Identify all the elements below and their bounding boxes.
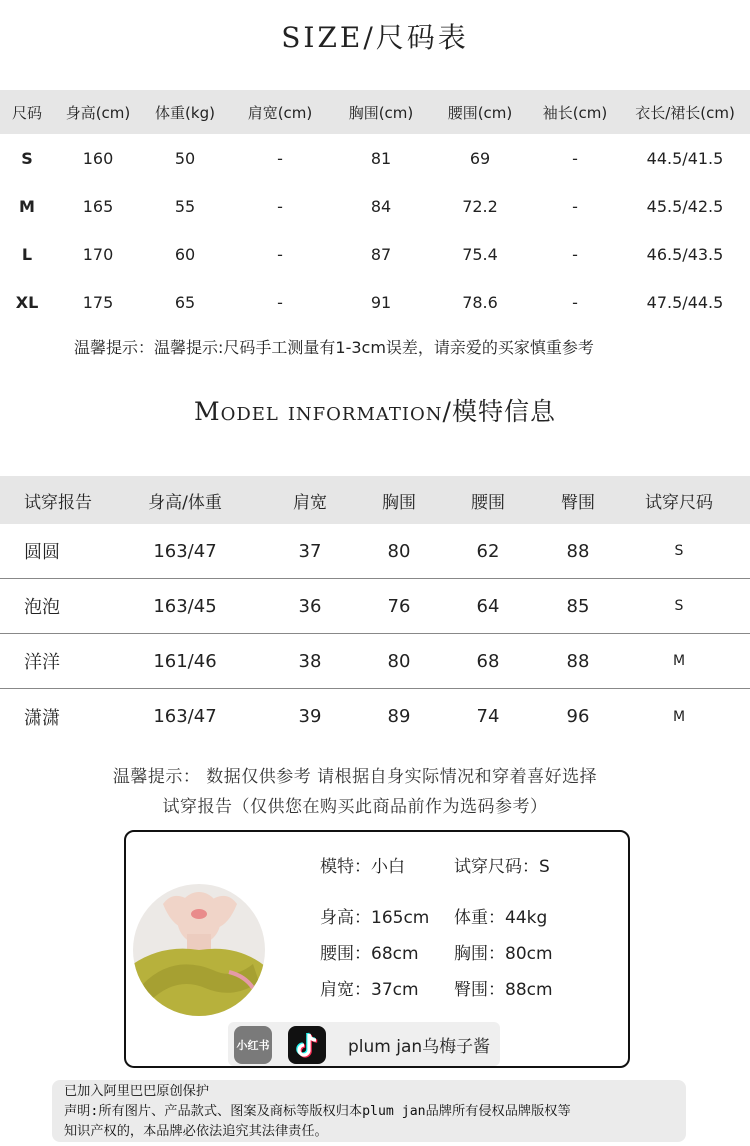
table-cell: 潇潇 — [24, 707, 60, 729]
table-cell: 163/47 — [153, 706, 217, 727]
table-cell: 81 — [370, 148, 392, 168]
table-cell: S — [674, 598, 684, 614]
table-cell: M — [672, 708, 686, 725]
header-cell: 试穿尺码 — [645, 492, 713, 513]
table-cell: S — [674, 543, 684, 559]
model-name: 模特：小白 — [320, 857, 405, 877]
table-cell: 170 — [82, 244, 114, 264]
model-table-header — [0, 476, 750, 524]
table-row — [0, 579, 750, 634]
table-cell: 89 — [387, 706, 411, 727]
header-cell: 肩宽(cm) — [247, 103, 313, 122]
model-waist: 腰围：68cm — [320, 944, 419, 964]
model-height: 身高：165cm — [320, 908, 430, 928]
header-cell: 身高/体重 — [148, 492, 222, 513]
table-cell: 60 — [174, 244, 196, 264]
table-cell: - — [572, 196, 578, 216]
table-cell: 69 — [469, 148, 491, 168]
footer-line-1: 已加入阿里巴巴原创保护 — [64, 1084, 210, 1099]
table-cell: 68 — [476, 650, 500, 672]
table-cell: 165 — [82, 196, 114, 216]
table-cell: 161/46 — [153, 650, 217, 672]
table-cell: 84 — [370, 196, 392, 216]
header-cell: 袖长(cm) — [542, 103, 608, 122]
table-cell: 圆圆 — [24, 542, 60, 563]
table-cell: - — [277, 244, 283, 264]
model-title-en: Model information/ — [194, 397, 452, 426]
table-cell: - — [572, 148, 578, 168]
size-table — [0, 90, 750, 326]
tiktok-icon — [288, 1026, 326, 1064]
table-row — [0, 689, 750, 744]
table-cell: 87 — [370, 244, 392, 264]
table-cell: 44.5/41.5 — [646, 148, 724, 168]
table-cell: 91 — [370, 292, 392, 312]
table-cell: - — [277, 196, 283, 216]
table-cell: 泡泡 — [24, 597, 60, 618]
brand-name: plum jan乌梅子酱 — [348, 1037, 491, 1057]
header-cell: 体重(kg) — [155, 103, 215, 122]
header-cell: 胸围(cm) — [348, 103, 414, 122]
table-cell: - — [277, 148, 283, 168]
model-try-size: 试穿尺码：S — [454, 857, 550, 877]
model-info-title — [0, 392, 750, 428]
header-cell: 试穿报告 — [24, 492, 92, 513]
table-cell: 65 — [174, 292, 196, 312]
table-cell: 37 — [298, 540, 322, 562]
table-cell: 88 — [566, 650, 590, 672]
header-cell: 腰围(cm) — [447, 103, 513, 122]
table-cell: 72.2 — [462, 196, 498, 216]
table-cell: 64 — [476, 595, 500, 617]
size-table-header — [0, 90, 750, 134]
table-cell: 80 — [387, 540, 411, 562]
table-cell: - — [572, 244, 578, 264]
table-cell: 74 — [476, 706, 500, 727]
model-avatar — [133, 884, 265, 1016]
size-note: 温馨提示：温馨提示:尺码手工测量有1-3cm误差，请亲爱的买家慎重参考 — [74, 338, 594, 357]
table-row — [0, 524, 750, 579]
header-cell: 胸围 — [382, 492, 416, 513]
header-cell: 尺码 — [11, 103, 42, 122]
table-cell: - — [277, 292, 283, 312]
table-cell: 55 — [174, 196, 196, 216]
table-cell: 80 — [387, 650, 411, 672]
table-cell: 175 — [82, 292, 114, 312]
table-row — [0, 230, 750, 278]
table-cell: 76 — [387, 595, 411, 617]
table-cell: 160 — [82, 148, 114, 168]
table-cell: 163/45 — [153, 595, 217, 617]
table-row — [0, 134, 750, 182]
header-cell: 腰围 — [471, 492, 505, 513]
table-cell: 46.5/43.5 — [646, 244, 724, 264]
header-cell: 身高(cm) — [65, 103, 131, 122]
social-bar — [228, 1022, 500, 1066]
table-cell: 洋洋 — [24, 652, 60, 673]
table-cell: 96 — [566, 706, 590, 727]
table-cell: 39 — [298, 706, 322, 727]
xiaohongshu-icon: 小红书 — [234, 1026, 272, 1064]
model-table — [0, 476, 750, 744]
table-cell: M — [19, 196, 35, 216]
table-cell: 50 — [174, 148, 196, 168]
header-cell: 肩宽 — [293, 492, 327, 513]
table-cell: 45.5/42.5 — [646, 196, 724, 216]
size-chart-title: SIZE/尺码表 — [281, 21, 469, 54]
table-row — [0, 182, 750, 230]
table-cell: 163/47 — [153, 540, 217, 562]
table-cell: M — [672, 653, 686, 669]
model-shoulder: 肩宽：37cm — [320, 980, 419, 1000]
table-cell: XL — [15, 292, 39, 312]
table-row — [0, 278, 750, 326]
footer-line-2: 声明:所有图片、产品款式、图案及商标等版权归本plum jan品牌所有侵权品牌版权等 — [64, 1104, 571, 1119]
model-hip: 臀围：88cm — [454, 980, 553, 1000]
table-cell: 47.5/44.5 — [646, 292, 724, 312]
model-card — [124, 830, 630, 1068]
model-note-2: 试穿报告（仅供您在购买此商品前作为选码参考） — [162, 797, 548, 817]
model-photo-illustration — [133, 884, 265, 1016]
header-cell: 臀围 — [561, 492, 595, 513]
header-cell: 衣长/裙长(cm) — [635, 103, 735, 122]
table-cell: 88 — [566, 540, 590, 562]
table-cell: - — [572, 292, 578, 312]
table-cell: 38 — [298, 650, 322, 672]
model-note-1: 温馨提示： 数据仅供参考 请根据自身实际情况和穿着喜好选择 — [112, 767, 598, 787]
table-cell: 85 — [566, 595, 590, 617]
table-cell: 78.6 — [462, 292, 498, 312]
table-cell: S — [21, 148, 33, 168]
table-cell: 62 — [476, 540, 500, 562]
table-cell: 75.4 — [462, 244, 498, 264]
table-cell: 36 — [298, 595, 322, 617]
table-row — [0, 634, 750, 689]
table-cell: L — [21, 244, 33, 264]
copyright-footer — [52, 1080, 686, 1142]
model-bust: 胸围：80cm — [454, 944, 553, 964]
model-weight: 体重：44kg — [454, 908, 548, 928]
model-title-zh: 模特信息 — [451, 397, 556, 426]
footer-line-3: 知识产权的，本品牌必依法追究其法律责任。 — [64, 1124, 328, 1139]
